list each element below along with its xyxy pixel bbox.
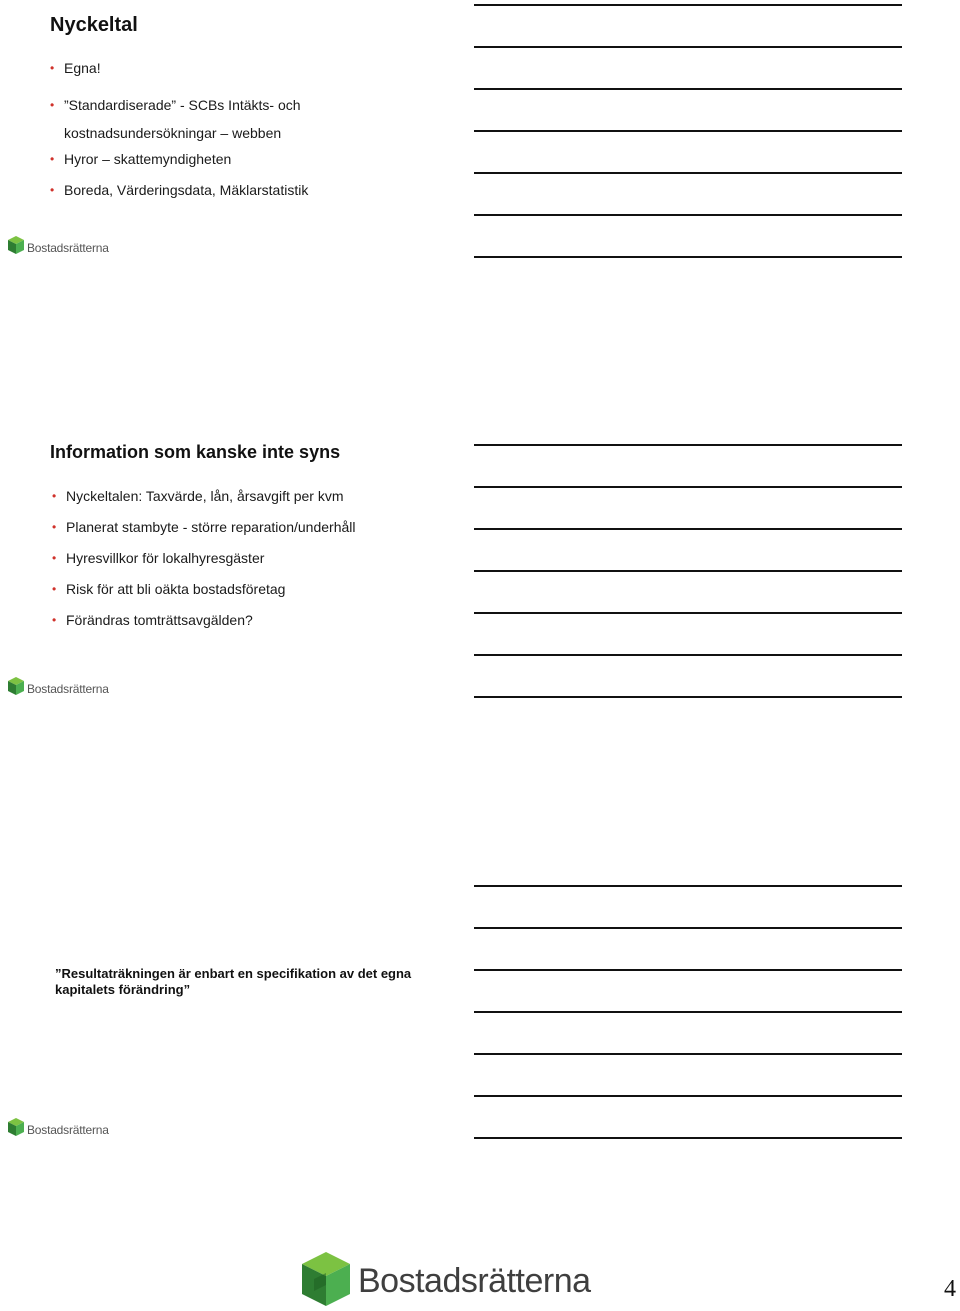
bullet-icon: • bbox=[50, 98, 55, 112]
brand-logo bbox=[8, 1118, 109, 1141]
bullet-icon: • bbox=[52, 613, 57, 627]
note-line bbox=[474, 1095, 902, 1097]
note-line bbox=[474, 214, 902, 216]
note-line bbox=[474, 570, 902, 572]
quote-text: ”Resultaträkningen är enbart en specifikation av det egna kapitalets förändring” bbox=[55, 966, 412, 997]
note-line bbox=[474, 256, 902, 258]
logo-text: Bostadsrätterna bbox=[27, 1122, 109, 1137]
note-line bbox=[474, 654, 902, 656]
note-line bbox=[474, 1011, 902, 1013]
notes-lines bbox=[474, 0, 902, 260]
bullet-icon: • bbox=[52, 582, 57, 596]
note-line bbox=[474, 1053, 902, 1055]
bullet-text: Boreda, Värderingsdata, Mäklarstatistik bbox=[64, 182, 309, 198]
bullet-text: Nyckeltalen: Taxvärde, lån, årsavgift per kvm bbox=[66, 488, 344, 504]
bullet-icon: • bbox=[52, 551, 57, 565]
note-line bbox=[474, 969, 902, 971]
note-line bbox=[474, 4, 902, 6]
bullet-text: Risk för att bli oäkta bostadsföretag bbox=[66, 581, 286, 597]
note-line bbox=[474, 927, 902, 929]
bullet-text: Hyror – skattemyndigheten bbox=[64, 151, 232, 167]
logo-text: Bostadsrätterna bbox=[27, 240, 109, 255]
bullet-text: Egna! bbox=[64, 60, 101, 76]
page-number: 4 bbox=[944, 1276, 956, 1302]
bullet-icon: • bbox=[50, 61, 55, 75]
footer-logo-text: Bostadsrätterna bbox=[358, 1262, 591, 1300]
note-line bbox=[474, 444, 902, 446]
note-line bbox=[474, 1137, 902, 1139]
slide-3 bbox=[0, 0, 470, 1250]
note-line bbox=[474, 885, 902, 887]
bullet-icon: • bbox=[52, 489, 57, 503]
cube-logo-icon bbox=[302, 1252, 350, 1311]
cube-logo-icon bbox=[8, 1118, 24, 1141]
bullet-text: ”Standardiserade” - SCBs Intäkts- och kostnadsundersökningar – webben bbox=[64, 97, 301, 141]
bullet-text: Hyresvillkor för lokalhyresgäster bbox=[66, 550, 265, 566]
note-line bbox=[474, 172, 902, 174]
slide-title: Information som kanske inte syns bbox=[50, 442, 341, 462]
bullet-icon: • bbox=[52, 520, 57, 534]
bullet-text: Förändras tomträttsavgälden? bbox=[66, 612, 253, 628]
note-line bbox=[474, 486, 902, 488]
slide-title: Nyckeltal bbox=[50, 14, 138, 36]
footer-brand-logo bbox=[302, 1252, 591, 1311]
note-line bbox=[474, 612, 902, 614]
logo-text: Bostadsrätterna bbox=[27, 681, 109, 696]
bullet-icon: • bbox=[50, 183, 55, 197]
note-line bbox=[474, 46, 902, 48]
note-line bbox=[474, 88, 902, 90]
note-line bbox=[474, 528, 902, 530]
bullet-icon: • bbox=[50, 152, 55, 166]
note-line bbox=[474, 696, 902, 698]
note-line bbox=[474, 130, 902, 132]
bullet-text: Planerat stambyte - större reparation/underhåll bbox=[66, 519, 356, 535]
notes-lines bbox=[474, 440, 902, 700]
notes-lines bbox=[474, 881, 902, 1141]
